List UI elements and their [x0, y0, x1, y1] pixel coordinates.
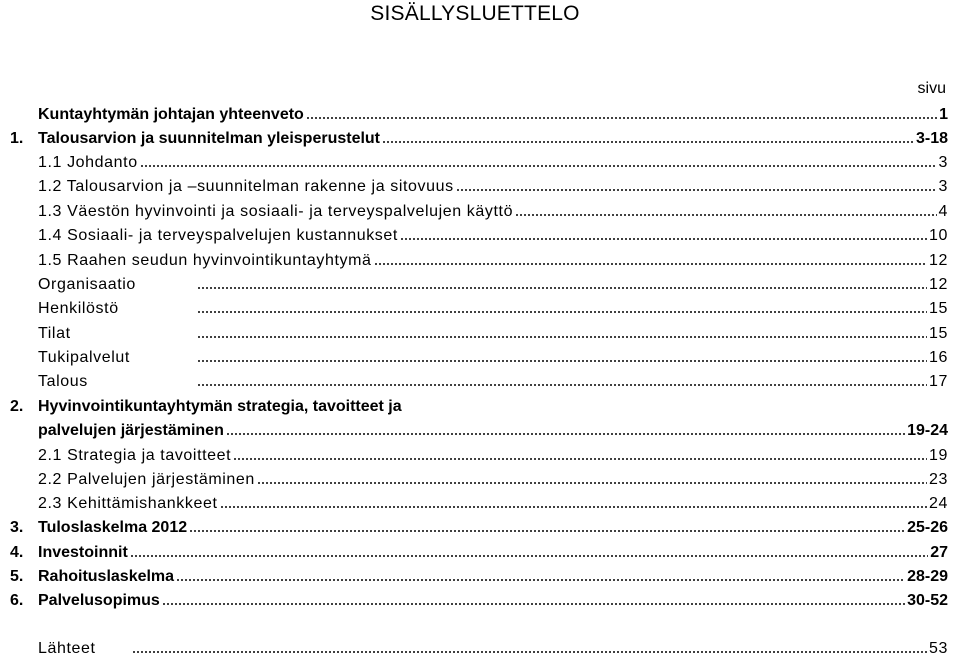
toc-entry-page: 25-26 [907, 519, 948, 536]
dot-leader [197, 286, 927, 290]
toc-entry [0, 197, 948, 221]
toc-entry-page: 1 [939, 106, 948, 123]
toc-entry-label: Palvelusopimus [38, 592, 160, 609]
dot-leader [233, 457, 927, 461]
page-column-header: sivu [917, 80, 946, 97]
toc-entry-number: 1. [10, 130, 24, 147]
toc-entry-page: 53 [929, 640, 948, 657]
toc-entry-label: 1.5 Raahen seudun hyvinvointikuntayhtymä [38, 252, 372, 269]
toc-entry-page: 3 [938, 178, 948, 195]
dot-leader [515, 213, 936, 217]
toc-entry-page: 19-24 [907, 422, 948, 439]
dot-leader [197, 335, 927, 339]
toc-entry-page: 28-29 [907, 568, 948, 585]
toc-entry-page: 4 [938, 203, 948, 220]
toc-entry [0, 513, 948, 537]
dot-leader [197, 383, 927, 387]
dot-leader [226, 432, 905, 436]
dot-leader [140, 164, 937, 168]
toc-entry-label: Tukipalvelut [38, 349, 130, 366]
toc-entry-label: Talousarvion ja suunnitelman yleisperustelut [38, 130, 381, 147]
toc-entry-page: 15 [929, 300, 948, 317]
toc-entry-number: 5. [10, 568, 24, 585]
toc-entry [0, 148, 948, 172]
dot-leader [257, 481, 927, 485]
toc-entry-page: 12 [929, 276, 948, 293]
dot-leader [220, 505, 927, 509]
dot-leader [382, 140, 914, 144]
dot-leader [162, 602, 905, 606]
toc-entry-label: 1.4 Sosiaali- ja terveyspalvelujen kustannukset [38, 227, 398, 244]
toc-entry [0, 416, 948, 440]
toc-entry [0, 367, 948, 391]
toc-entry-label: Tilat [38, 325, 71, 342]
toc-entry [0, 343, 948, 367]
toc-entry [0, 392, 948, 416]
toc-entry-label: Lähteet [38, 640, 96, 657]
toc-entry-label: 2.2 Palvelujen järjestäminen [38, 471, 255, 488]
toc-entry-page: 23 [929, 471, 948, 488]
toc-entry-label: 2.1 Strategia ja tavoitteet [38, 447, 232, 464]
dot-leader [132, 650, 927, 654]
dot-leader [400, 237, 927, 241]
toc-entry [0, 562, 948, 586]
dot-leader [197, 359, 927, 363]
dot-leader [197, 310, 927, 314]
toc-entry-page: 17 [929, 373, 948, 390]
toc-entry [0, 270, 948, 294]
dot-leader [374, 262, 927, 266]
toc-entry-page: 15 [929, 325, 948, 342]
toc-entry-page: 30-52 [907, 592, 948, 609]
toc-entry-label: 1.3 Väestön hyvinvointi ja sosiaali- ja terveyspalvelujen käyttö [38, 203, 514, 220]
toc-entry-number: 3. [10, 519, 24, 536]
toc-entry-label: Henkilöstö [38, 300, 119, 317]
toc-entry [0, 246, 948, 270]
toc-entry [0, 489, 948, 513]
toc-entry-label: 2.3 Kehittämishankkeet [38, 495, 218, 512]
toc-entry [0, 465, 948, 489]
dot-leader [306, 116, 937, 120]
toc-entry-label: Hyvinvointikuntayhtymän strategia, tavoitteet ja [38, 398, 402, 415]
toc-entry-number: 4. [10, 544, 24, 561]
toc-entry [0, 586, 948, 610]
toc-entry-label: Rahoituslaskelma [38, 568, 175, 585]
toc-entry-page: 19 [929, 447, 948, 464]
toc-entry-number: 2. [10, 398, 24, 415]
toc-entry [0, 100, 948, 124]
toc-entry-label: 1.1 Johdanto [38, 154, 138, 171]
toc-entry-page: 16 [929, 349, 948, 366]
toc-entry-page: 10 [929, 227, 948, 244]
toc-entry [0, 538, 948, 562]
toc-entry [0, 634, 948, 658]
toc-entry-label: 1.2 Talousarvion ja –suunnitelman rakenne ja sitovuus [38, 178, 454, 195]
dot-leader [456, 188, 937, 192]
toc-entry-page: 12 [929, 252, 948, 269]
toc-entry-page: 27 [930, 544, 948, 561]
toc-entry-number: 6. [10, 592, 24, 609]
dot-leader [189, 529, 905, 533]
toc-entry [0, 172, 948, 196]
toc-entry-label: Investoinnit [38, 544, 128, 561]
toc-entry-label: palvelujen järjestäminen [38, 422, 224, 439]
toc-entry [0, 441, 948, 465]
toc-entry-page: 24 [929, 495, 948, 512]
dot-leader [176, 578, 905, 582]
toc-entry-label: Tuloslaskelma 2012 [38, 519, 188, 536]
toc-entry-page: 3-18 [915, 130, 948, 147]
page-title: SISÄLLYSLUETTELO [370, 2, 580, 25]
toc-entry [0, 294, 948, 318]
toc-entry [0, 319, 948, 343]
toc-entry-label: Talous [38, 373, 88, 390]
dot-leader [130, 554, 928, 558]
toc-entry [0, 221, 948, 245]
toc-entry-label: Kuntayhtymän johtajan yhteenveto [38, 106, 304, 123]
toc-entry [0, 124, 948, 148]
toc-entry-label: Organisaatio [38, 276, 136, 293]
toc-entry-page: 3 [938, 154, 948, 171]
